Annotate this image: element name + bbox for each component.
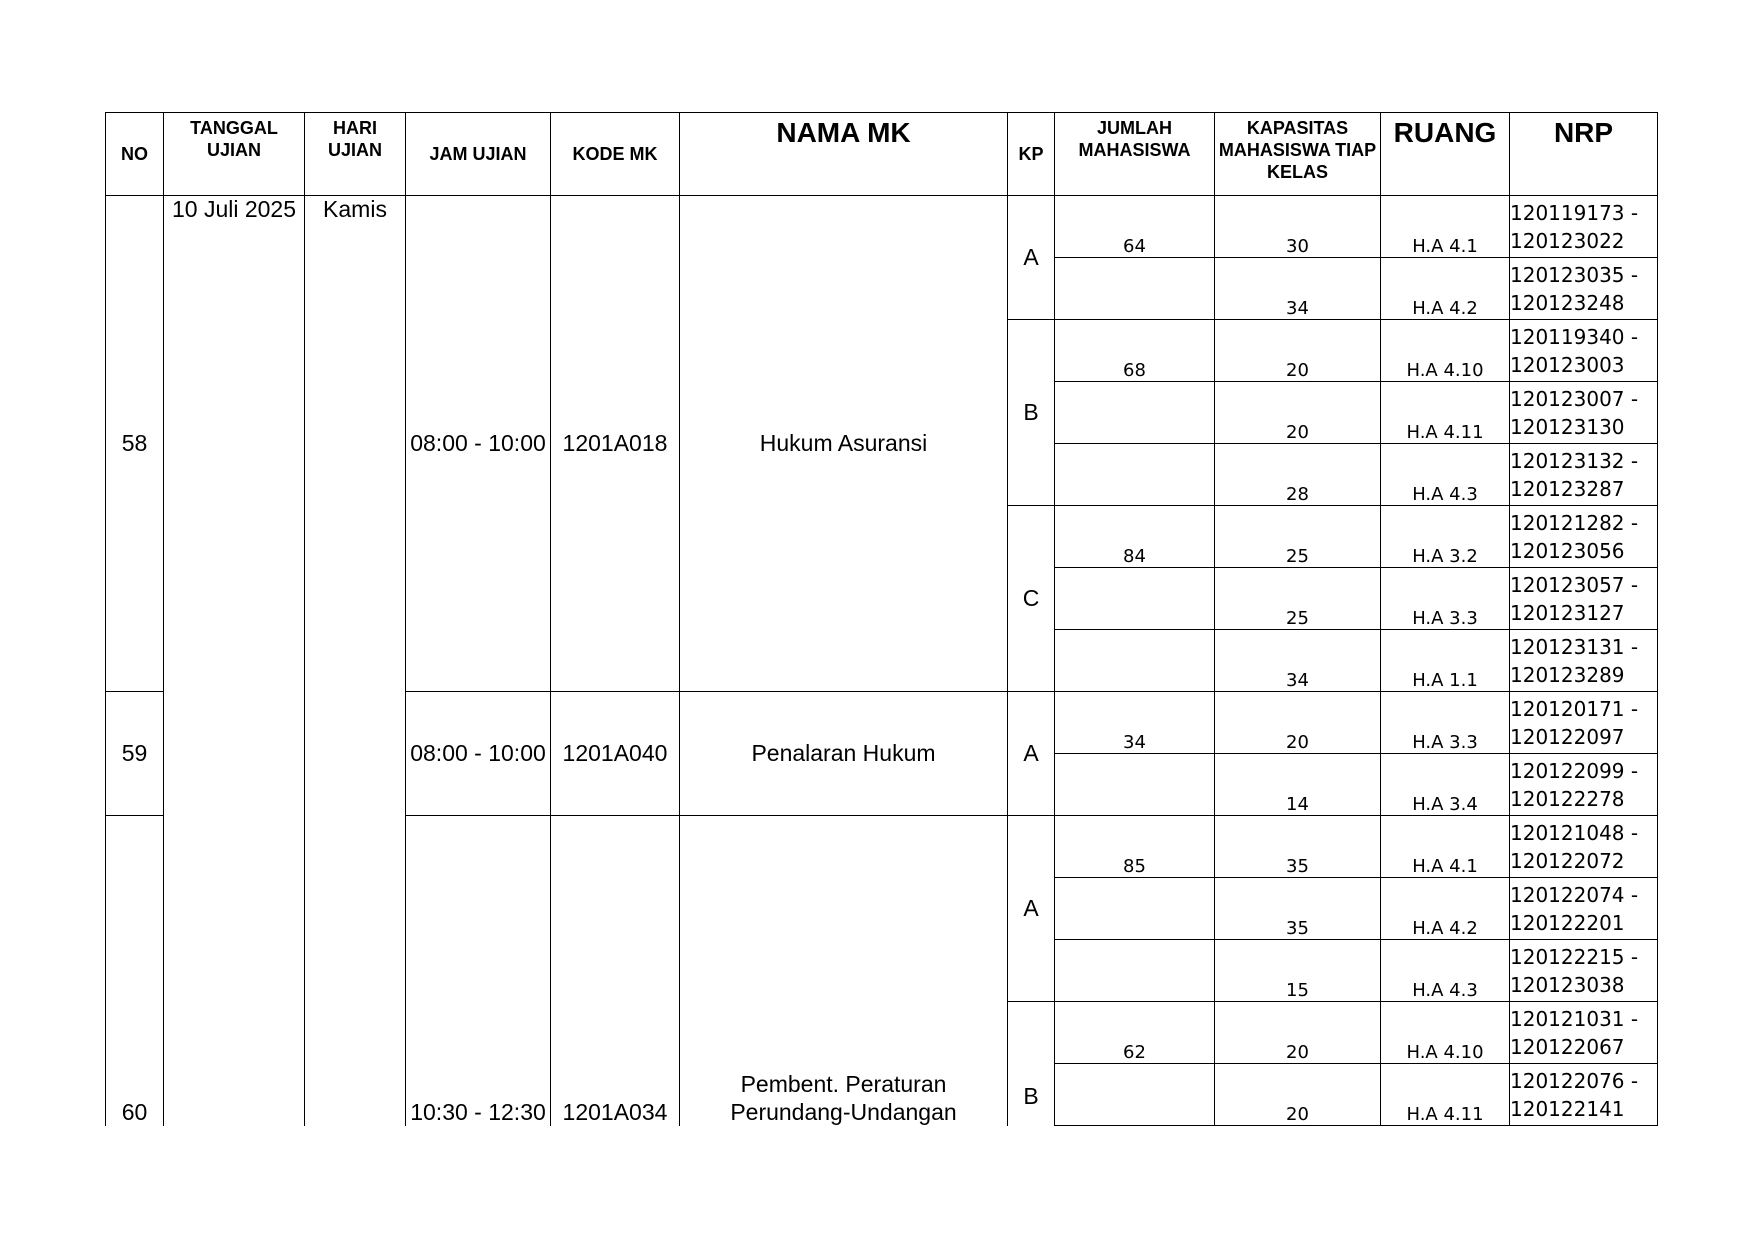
nrp-range: 120121048 - 120122072 [1510,816,1658,878]
room: H.A 4.10 [1381,320,1510,382]
kp-class: B [1008,320,1055,506]
nrp-range: 120123131 - 120123289 [1510,630,1658,692]
nrp-range: 120119173 - 120123022 [1510,196,1658,258]
nrp-range: 120122215 - 120123038 [1510,940,1658,1002]
course-no: 58 [106,196,164,692]
room: H.A 4.1 [1381,196,1510,258]
student-count: 84 [1055,506,1215,568]
room-capacity: 25 [1215,506,1381,568]
course-code: 1201A018 [551,196,680,692]
course-name: Penalaran Hukum [680,692,1008,816]
student-count-empty [1055,754,1215,816]
room-capacity: 34 [1215,258,1381,320]
student-count-empty [1055,1064,1215,1126]
student-count: 68 [1055,320,1215,382]
kp-class: C [1008,506,1055,692]
room: H.A 4.10 [1381,1002,1510,1064]
room-capacity: 34 [1215,630,1381,692]
header-jam: JAM UJIAN [406,113,551,196]
header-jumlah: JUMLAH MAHASISWA [1055,113,1215,196]
header-hari: HARI UJIAN [305,113,406,196]
room-capacity: 35 [1215,878,1381,940]
nrp-range: 120122099 - 120122278 [1510,754,1658,816]
exam-time: 10:30 - 12:30 [406,816,551,1126]
student-count: 34 [1055,692,1215,754]
room-capacity: 20 [1215,1002,1381,1064]
exam-day: Kamis [305,196,406,1126]
header-no: NO [106,113,164,196]
nrp-range: 120123057 - 120123127 [1510,568,1658,630]
nrp-range: 120123132 - 120123287 [1510,444,1658,506]
room: H.A 4.2 [1381,878,1510,940]
student-count-empty [1055,258,1215,320]
exam-schedule-table [105,112,1658,1126]
header-row [106,113,1658,196]
nrp-range: 120121282 - 120123056 [1510,506,1658,568]
room-capacity: 20 [1215,320,1381,382]
room-capacity: 20 [1215,692,1381,754]
room: H.A 3.3 [1381,692,1510,754]
room-capacity: 28 [1215,444,1381,506]
room-capacity: 25 [1215,568,1381,630]
course-no: 60 [106,816,164,1126]
room-capacity: 20 [1215,382,1381,444]
room: H.A 4.3 [1381,940,1510,1002]
room-capacity: 35 [1215,816,1381,878]
exam-time: 08:00 - 10:00 [406,692,551,816]
student-count-empty [1055,940,1215,1002]
student-count: 64 [1055,196,1215,258]
room: H.A 4.3 [1381,444,1510,506]
course-code: 1201A040 [551,692,680,816]
header-nama: NAMA MK [680,113,1008,196]
student-count-empty [1055,444,1215,506]
student-count-empty [1055,568,1215,630]
room: H.A 4.11 [1381,382,1510,444]
nrp-range: 120123007 - 120123130 [1510,382,1658,444]
kp-class: A [1008,196,1055,320]
course-no: 59 [106,692,164,816]
header-tanggal: TANGGAL UJIAN [164,113,305,196]
header-kp: KP [1008,113,1055,196]
room: H.A 3.2 [1381,506,1510,568]
course-name: Pembent. Peraturan Perundang-Undangan [680,816,1008,1126]
student-count: 85 [1055,816,1215,878]
nrp-range: 120121031 - 120122067 [1510,1002,1658,1064]
kp-class: A [1008,692,1055,816]
student-count-empty [1055,878,1215,940]
nrp-range: 120120171 - 120122097 [1510,692,1658,754]
header-kapasitas: KAPASITAS MAHASISWA TIAP KELAS [1215,113,1381,196]
student-count-empty [1055,630,1215,692]
header-kode: KODE MK [551,113,680,196]
room: H.A 3.4 [1381,754,1510,816]
nrp-range: 120122076 - 120122141 [1510,1064,1658,1126]
kp-class: A [1008,816,1055,1002]
student-count: 62 [1055,1002,1215,1064]
nrp-range: 120119340 - 120123003 [1510,320,1658,382]
course-name: Hukum Asuransi [680,196,1008,692]
room: H.A 3.3 [1381,568,1510,630]
header-nrp: NRP [1510,113,1658,196]
header-ruang: RUANG [1381,113,1510,196]
room: H.A 4.11 [1381,1064,1510,1126]
exam-time: 08:00 - 10:00 [406,196,551,692]
room-capacity: 14 [1215,754,1381,816]
table-row [106,196,1658,258]
room: H.A 1.1 [1381,630,1510,692]
room: H.A 4.1 [1381,816,1510,878]
room: H.A 4.2 [1381,258,1510,320]
exam-date: 10 Juli 2025 [164,196,305,1126]
room-capacity: 30 [1215,196,1381,258]
nrp-range: 120123035 - 120123248 [1510,258,1658,320]
student-count-empty [1055,382,1215,444]
nrp-range: 120122074 - 120122201 [1510,878,1658,940]
room-capacity: 20 [1215,1064,1381,1126]
kp-class: B [1008,1002,1055,1126]
room-capacity: 15 [1215,940,1381,1002]
course-code: 1201A034 [551,816,680,1126]
